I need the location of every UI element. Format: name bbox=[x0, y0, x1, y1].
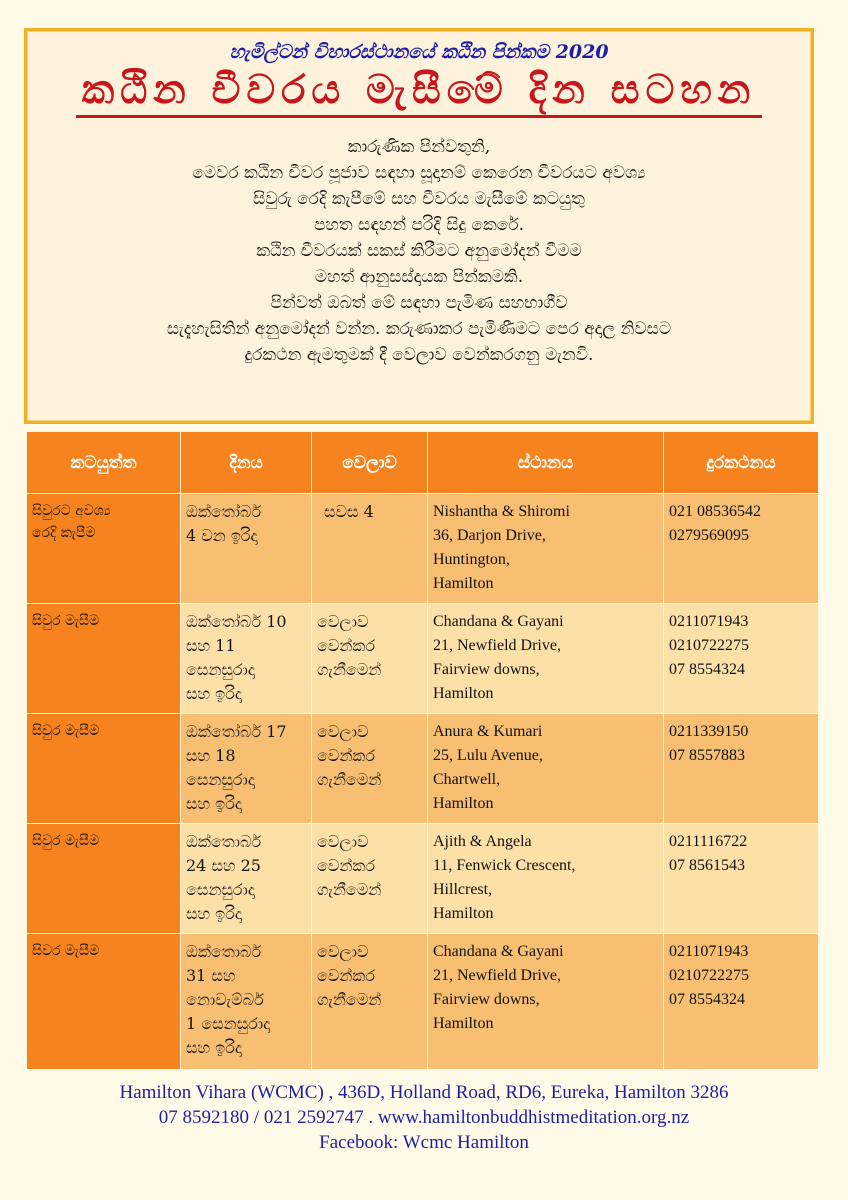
phone-number: 0211116722 bbox=[669, 833, 748, 850]
host-names: Nishantha & Shiromi bbox=[433, 503, 570, 520]
date-text: 31 සහ bbox=[186, 966, 236, 985]
contact-footer bbox=[0, 1080, 848, 1155]
address-line: 21, Newfield Drive, bbox=[433, 967, 561, 984]
phone-cell bbox=[664, 934, 819, 1070]
body-line: කාරුණික පින්වතුනි, bbox=[347, 137, 491, 157]
date-text: 24 සහ 25 bbox=[186, 856, 261, 875]
task-cell bbox=[27, 714, 181, 824]
host-names: Ajith & Angela bbox=[433, 833, 532, 850]
body-line: පින්වත් ඔබත් මේ සඳහා පැමිණ සහභාගීව bbox=[270, 293, 568, 313]
task-cell bbox=[27, 934, 181, 1070]
phone-and-website: 07 8592180 / 021 2592747 . www.hamiltonbuddhistmeditation.org.nz bbox=[158, 1107, 690, 1128]
date-text: සහ ඉරිදා bbox=[186, 684, 242, 703]
column-header-place: ස්ථානය bbox=[428, 432, 664, 494]
time-text: වෙන්කර bbox=[317, 856, 376, 875]
vihara-address: Hamilton Vihara (WCMC) , 436D, Holland Road, RD6, Eureka, Hamilton 3286 bbox=[119, 1082, 729, 1103]
address-line: Hillcrest, bbox=[433, 881, 493, 898]
time-text: ගැනීමෙන් bbox=[317, 990, 382, 1009]
table-header-row bbox=[27, 432, 819, 494]
date-text: සෙනසුරාදා bbox=[186, 880, 255, 899]
phone-cell bbox=[664, 494, 819, 604]
address-line: Chartwell, bbox=[433, 771, 501, 788]
date-text: ඔක්තෝබර් 17 bbox=[186, 722, 287, 741]
column-header-time: වෙලාව bbox=[312, 432, 428, 494]
phone-number: 0210722275 bbox=[669, 967, 749, 984]
date-text: ඔක්තෝබර් 10 bbox=[186, 612, 287, 631]
time-cell bbox=[312, 824, 428, 934]
date-text: ඔක්තොබර් bbox=[186, 832, 262, 851]
body-line: කඨින චීවරයක් සකස් කිරීමට අනුමෝදන් වීමම bbox=[256, 241, 582, 261]
date-text: සහ ඉරිදා bbox=[186, 1038, 242, 1057]
phone-cell bbox=[664, 714, 819, 824]
body-line: සැදැහැසිතින් අනුමෝදන් වන්න. කරුණාකර පැමිණීමට පෙර අදාල නිවසට bbox=[166, 319, 672, 339]
announcement-text bbox=[27, 134, 811, 368]
place-cell bbox=[428, 824, 664, 934]
task-text: සිවුරට අවශ්‍ය bbox=[32, 503, 111, 519]
address-line: Fairview downs, bbox=[433, 661, 540, 678]
time-text: ගැනීමෙන් bbox=[317, 770, 382, 789]
date-cell bbox=[181, 714, 312, 824]
table-row bbox=[27, 604, 819, 714]
task-text: සිවර මැසීම bbox=[32, 943, 100, 959]
place-cell bbox=[428, 604, 664, 714]
host-names: Chandana & Gayani bbox=[433, 943, 564, 960]
phone-number: 021 08536542 bbox=[669, 503, 761, 520]
date-text: නොවැම්බර් bbox=[186, 990, 264, 1009]
task-cell bbox=[27, 494, 181, 604]
date-text: සෙනසුරාදා bbox=[186, 770, 255, 789]
time-text: ගැනීමෙන් bbox=[317, 880, 382, 899]
date-text: සහ ඉරිදා bbox=[186, 904, 242, 923]
table-row bbox=[27, 824, 819, 934]
address-line: Hamilton bbox=[433, 905, 494, 922]
phone-number: 07 8557883 bbox=[669, 747, 745, 764]
date-cell bbox=[181, 824, 312, 934]
place-cell bbox=[428, 714, 664, 824]
body-line: දුරකථන ඇමතුමක් දී වෙලාව වෙන්කරගනු මැනවි. bbox=[244, 345, 594, 365]
table-row bbox=[27, 714, 819, 824]
facebook-link: Facebook: Wcmc Hamilton bbox=[319, 1132, 529, 1153]
time-text: සවස 4 bbox=[324, 502, 374, 521]
phone-number: 0211071943 bbox=[669, 943, 749, 960]
address-line: Hamilton bbox=[433, 685, 494, 702]
time-cell bbox=[312, 934, 428, 1070]
table-row bbox=[27, 934, 819, 1070]
task-cell bbox=[27, 604, 181, 714]
phone-number: 0211071943 bbox=[669, 613, 749, 630]
address-line: Huntington, bbox=[433, 551, 510, 568]
date-text: සහ 18 bbox=[186, 746, 236, 765]
address-line: Fairview downs, bbox=[433, 991, 540, 1008]
phone-cell bbox=[664, 604, 819, 714]
time-text: වෙන්කර bbox=[317, 746, 376, 765]
date-text: සහ ඉරිදා bbox=[186, 794, 242, 813]
task-text: රෙදි කැපීම bbox=[32, 525, 96, 541]
date-cell bbox=[181, 934, 312, 1070]
task-cell bbox=[27, 824, 181, 934]
phone-number: 0211339150 bbox=[669, 723, 749, 740]
task-text: සිවුර මැසීම bbox=[32, 723, 100, 739]
address-line: 11, Fenwick Crescent, bbox=[433, 857, 576, 874]
address-line: Hamilton bbox=[433, 1015, 494, 1032]
time-text: වෙන්කර bbox=[317, 966, 376, 985]
column-header-phone: දුරකථනය bbox=[664, 432, 819, 494]
date-text: ඔක්තොබර් bbox=[186, 942, 262, 961]
phone-number: 07 8554324 bbox=[669, 661, 745, 678]
address-line: 25, Lulu Avenue, bbox=[433, 747, 543, 764]
task-text: සිවුර මැසීම bbox=[32, 613, 100, 629]
time-text: වෙන්කර bbox=[317, 636, 376, 655]
date-cell bbox=[181, 494, 312, 604]
body-line: මෙවර කඨින චීවර පූජාව සඳහා සූදානම් කෙරෙන චීවරයට අවශ්‍ය bbox=[192, 163, 646, 183]
date-text: සෙනසුරාදා bbox=[186, 660, 255, 679]
column-header-date: දිනය bbox=[181, 432, 312, 494]
date-cell bbox=[181, 604, 312, 714]
address-line: Hamilton bbox=[433, 575, 494, 592]
column-header-task: කටයුත්ත bbox=[27, 432, 181, 494]
place-cell bbox=[428, 934, 664, 1070]
time-text: ගැනීමෙන් bbox=[317, 660, 382, 679]
address-line: Hamilton bbox=[433, 795, 494, 812]
host-names: Anura & Kumari bbox=[433, 723, 543, 740]
date-text: ඔක්තෝබර් bbox=[186, 502, 262, 521]
date-text: 4 වන ඉරිදා bbox=[186, 526, 258, 545]
time-text: වෙලාව bbox=[317, 722, 369, 741]
time-text: වෙලාව bbox=[317, 942, 369, 961]
phone-number: 07 8554324 bbox=[669, 991, 745, 1008]
host-names: Chandana & Gayani bbox=[433, 613, 564, 630]
body-line: මහත් ආනුසස්දායක පින්කමකි. bbox=[314, 267, 524, 287]
event-subtitle: හැමිල්ටන් විහාරස්ථානයේ කඨින පින්කම 2020 bbox=[229, 41, 609, 63]
phone-number: 0279569095 bbox=[669, 527, 749, 544]
page-title: කඨින චීවරය මැසීමේ දින සටහන bbox=[76, 67, 763, 118]
schedule-table bbox=[26, 431, 819, 1070]
time-cell bbox=[312, 714, 428, 824]
time-cell bbox=[312, 494, 428, 604]
task-text: සිවුර මැසීම bbox=[32, 833, 100, 849]
time-text: වෙලාව bbox=[317, 612, 369, 631]
phone-number: 0210722275 bbox=[669, 637, 749, 654]
time-cell bbox=[312, 604, 428, 714]
date-text: 1 සෙනසුරාදා bbox=[186, 1014, 271, 1033]
date-text: සහ 11 bbox=[186, 636, 236, 655]
address-line: 36, Darjon Drive, bbox=[433, 527, 546, 544]
announcement-box bbox=[24, 28, 814, 424]
table-row bbox=[27, 494, 819, 604]
phone-number: 07 8561543 bbox=[669, 857, 745, 874]
body-line: පහත සඳහන් පරිදි සිදු කෙරේ. bbox=[313, 215, 525, 235]
body-line: සිවුරු රෙදි කැපීමේ සහ චීවරය මැසීමේ කටයුතු bbox=[253, 189, 585, 209]
address-line: 21, Newfield Drive, bbox=[433, 637, 561, 654]
time-text: වෙලාව bbox=[317, 832, 369, 851]
place-cell bbox=[428, 494, 664, 604]
phone-cell bbox=[664, 824, 819, 934]
